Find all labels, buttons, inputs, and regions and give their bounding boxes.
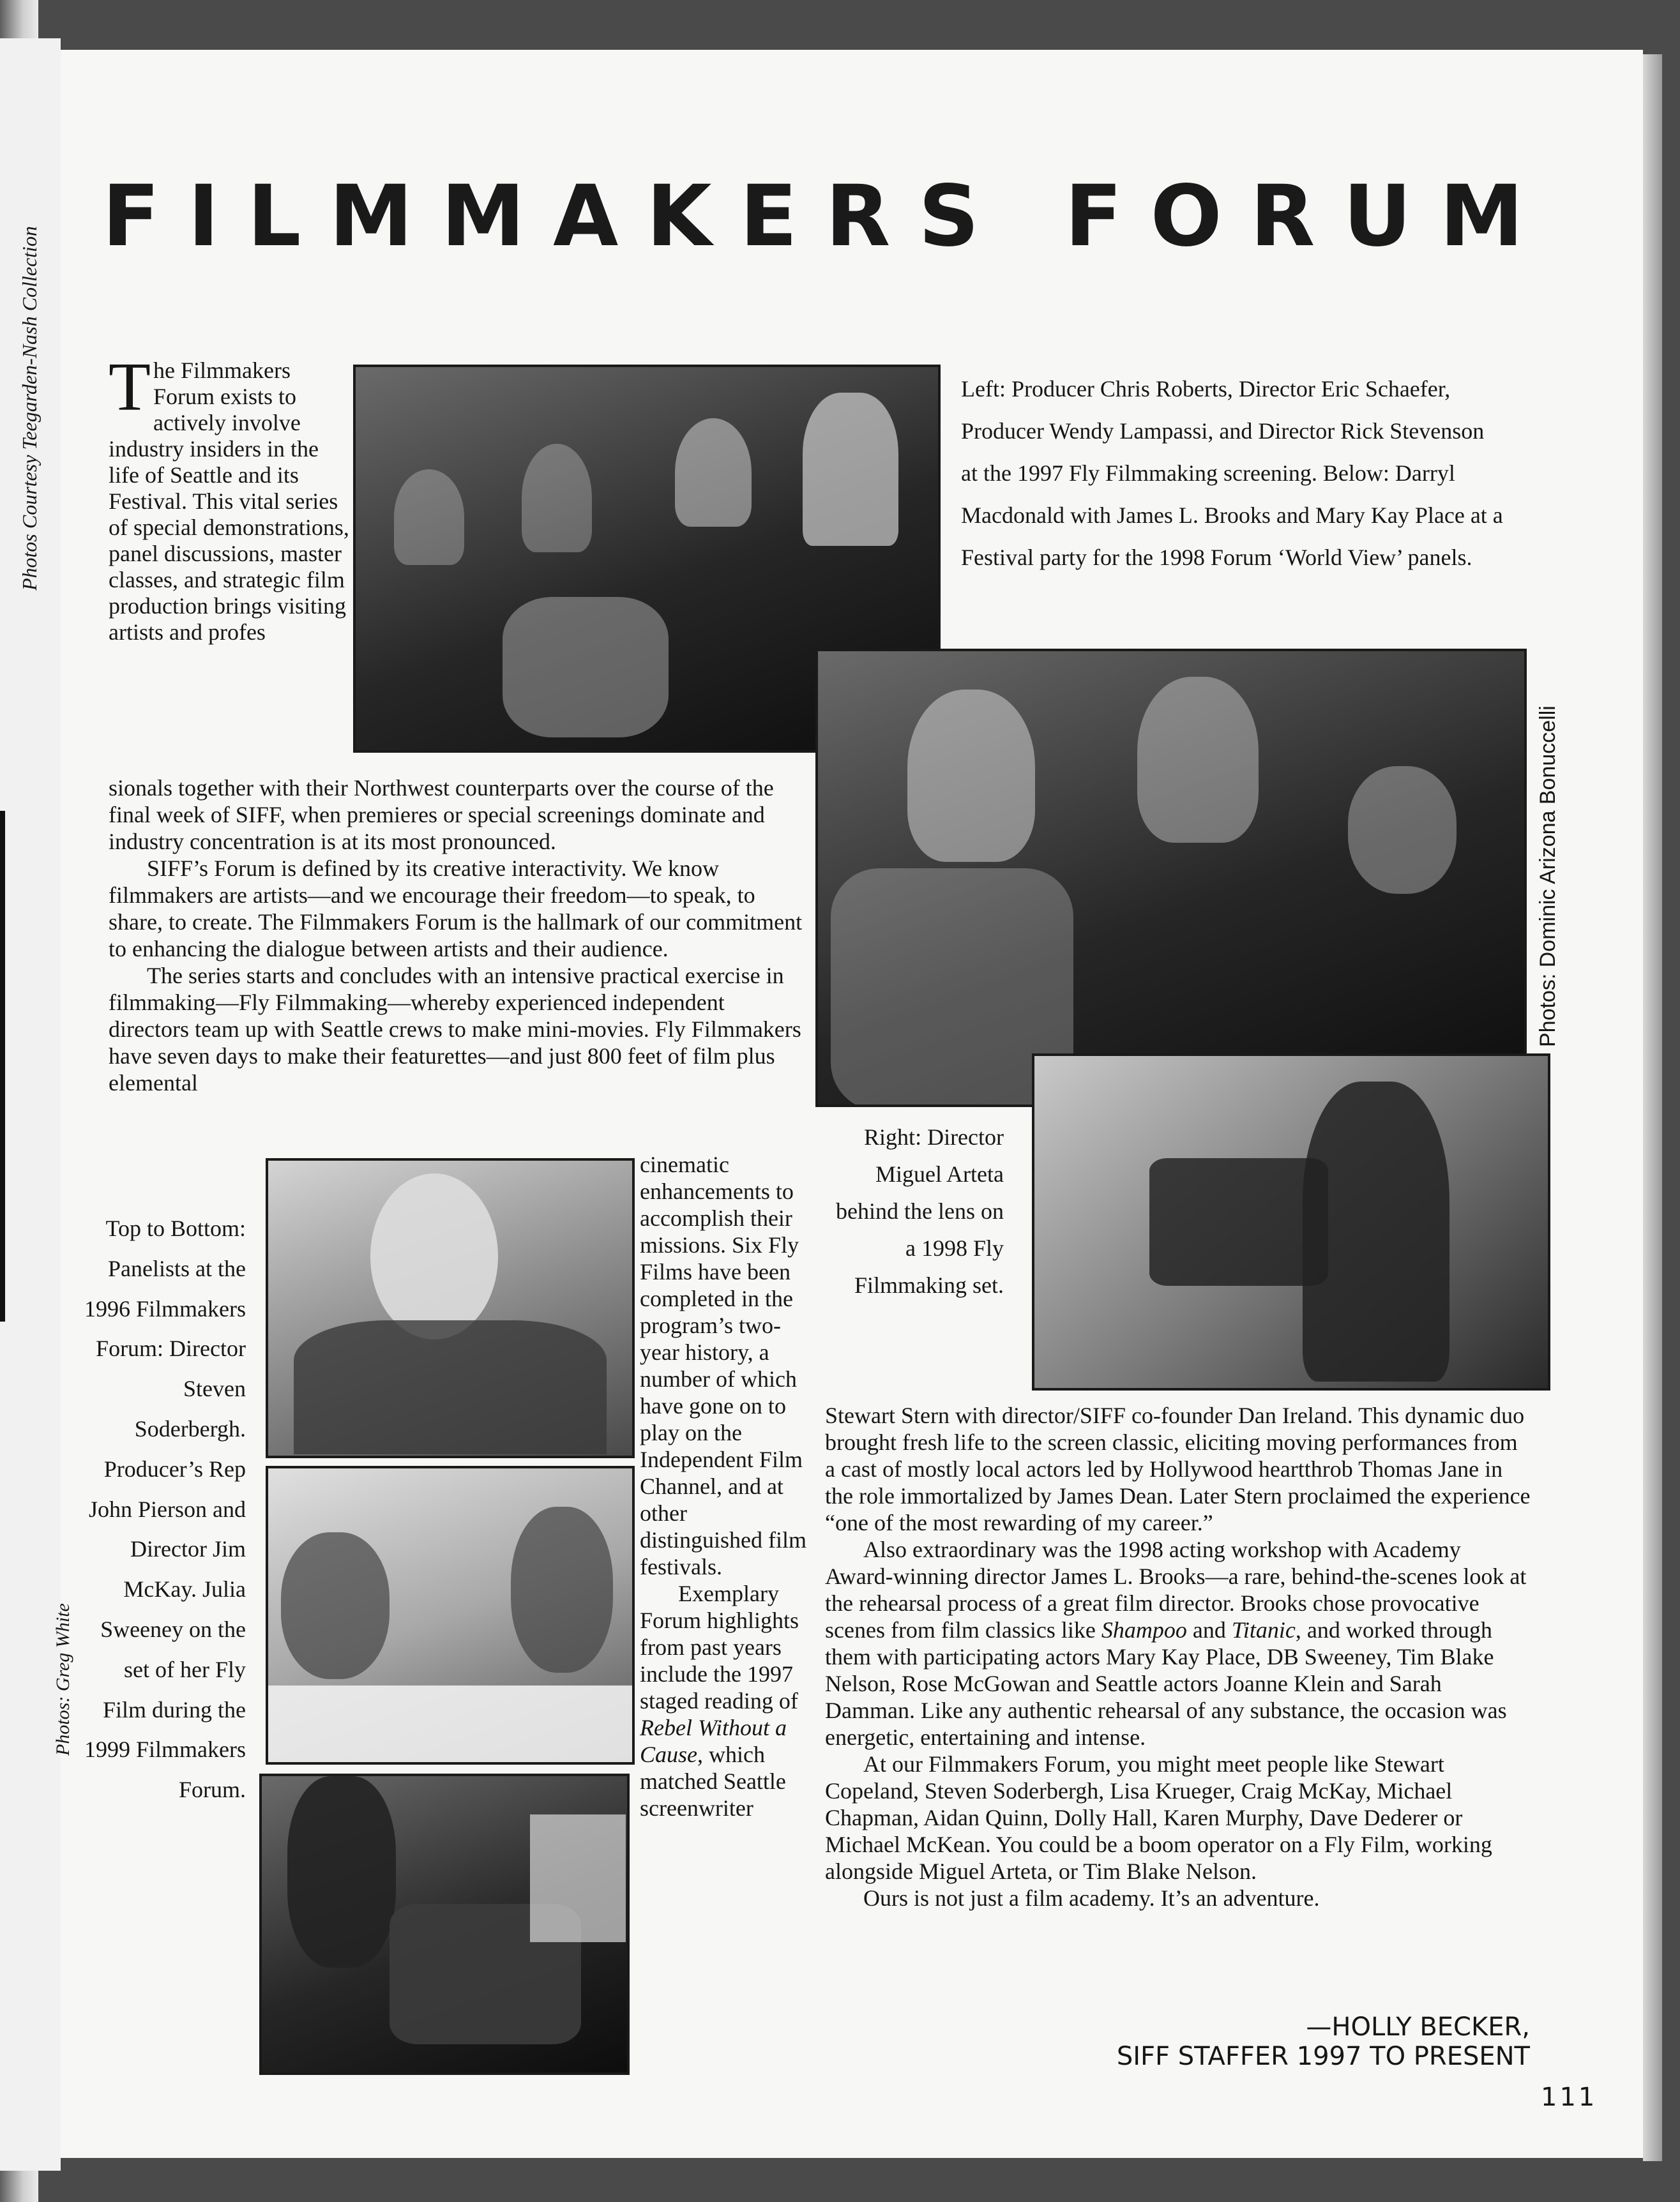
paragraph-interactivity: SIFF’s Forum is defined by its creative interactivity. We know filmmakers are artists—and we encourage their freedom—to speak, to share, to create. The Filmmakers Forum is the hallmark of our commitment to enhancing the dialogue between artists and their audience. <box>109 856 803 961</box>
film-title-titanic: Titanic <box>1231 1617 1296 1643</box>
highlights-text-end: , which matched Seattle screenwriter <box>640 1742 786 1821</box>
figure-silhouette <box>287 1776 396 1968</box>
paragraph-fly-filmmaking: The series starts and concludes with an intensive practical exercise in filmmaking—Fly Filmmaking—whereby experienced independent directors team up with Seattle crews to make mini-movies. Fly Filmmakers have seven days to make their featurettes—and just 800 feet of film plus elemental <box>109 963 801 1096</box>
facing-page-tab <box>0 811 5 1322</box>
figure-silhouette <box>394 469 464 565</box>
spine-photo-credit: Photos Courtesy Teegarden-Nash Collection <box>18 226 41 591</box>
right-photo-credit: Photos: Dominic Arizona Bonuccelli <box>1536 705 1560 1047</box>
paragraph-highlights <box>640 1580 807 1821</box>
intro-text-top: he Filmmakers Forum exists to actively involve industry insiders in the life of Seattle and its Festival. This vital series of special demonstrations, panel discussions, master classes, and strategic film production brings visiting artists and profes <box>109 358 349 645</box>
photo-soderbergh <box>266 1158 635 1458</box>
drop-cap: T <box>109 349 151 425</box>
highlights-text: Exemplary Forum highlights from past years include the 1997 staged reading of <box>640 1581 799 1714</box>
window-light <box>530 1814 626 1942</box>
caption-top-right: Left: Producer Chris Roberts, Director Eric Schaefer, Producer Wendy Lampassi, and Director Rick Stevenson at the 1997 Fly Filmmaking screening. Below: Darryl Macdonald with James L. Brooks and Mary Kay Place at a Festival party for the 1998 Forum ‘World View’ panels. <box>961 376 1503 570</box>
figure-silhouette <box>370 1173 498 1339</box>
caption-left-stack: Top to Bottom: Panelists at the 1996 Filmmakers Forum: Director Steven Soderbergh. Producer’s Rep John Pierson and Director Jim McKay. Julia Sweeney on the set of her Fly Film during the 1999 Filmmakers Forum. <box>84 1216 246 1803</box>
left-photo-credit: Photos: Greg White <box>52 1603 73 1756</box>
figure-silhouette <box>511 1507 613 1673</box>
paragraph-stern: Stewart Stern with director/SIFF co-founder Dan Ireland. This dynamic duo brought fresh life to the screen classic, eliciting moving performances from a cast of mostly local actors led by Hollywood heartthrob Thomas Jane in the role immortalized by James Dean. Later Stern proclaimed the experience “one of the most rewarding of my career.” <box>825 1403 1531 1535</box>
photo-sweeney-set <box>259 1774 630 2075</box>
narrow-column <box>640 1151 807 1821</box>
page-title: FILMMAKERS FORUM <box>102 167 1552 266</box>
brooks-text-and: and <box>1186 1617 1232 1643</box>
figure-silhouette <box>1348 766 1457 894</box>
byline-name: —HOLLY BECKER, <box>1306 2012 1530 2042</box>
photo-party-1998 <box>815 649 1527 1107</box>
brooks-text-end: , and worked through them with participating actors Mary Kay Place, DB Sweeney, Tim Blake Nelson, Rose McGowan and Seattle actors Joanne Klein and Sarah Damman. Like any authentic rehearsal of any substance, the occasion was energetic, entertaining and intense. <box>825 1617 1507 1750</box>
figure-silhouette <box>1137 677 1259 843</box>
paragraph-adventure: Ours is not just a film academy. It’s an adventure. <box>863 1885 1320 1911</box>
figure-silhouette <box>503 597 669 737</box>
film-title-rebel: Rebel Without a Cause <box>640 1715 787 1767</box>
photo-arteta-set <box>1032 1053 1550 1391</box>
right-column <box>825 1402 1531 1912</box>
page-edge-shadow <box>1643 54 1662 2161</box>
paragraph-brooks <box>825 1536 1531 1751</box>
figure-silhouette <box>281 1532 390 1679</box>
brooks-text: Also extraordinary was the 1998 acting workshop with Academy Award-winning director James L. Brooks—a rare, behind-the-scenes look at the rehearsal process of a great film director. Brooks chose provocative scenes from film classics like <box>825 1537 1527 1643</box>
figure-silhouette <box>675 418 752 527</box>
figure-silhouette <box>803 393 898 546</box>
narrow-column-text: cinematic enhancements to accomplish their missions. Six Fly Films have been completed in the program’s two-year history, a number of which have gone on to play on the Independent Film Channel, and at other distinguished film festivals. <box>640 1152 806 1580</box>
film-title-shampoo: Shampoo <box>1101 1617 1187 1643</box>
photo-pierson-mckay <box>266 1466 635 1765</box>
intro-paragraph-start <box>109 349 354 645</box>
camera-shape <box>1149 1158 1328 1286</box>
figure-silhouette <box>1303 1082 1449 1382</box>
figure-silhouette <box>294 1320 607 1454</box>
intro-text-body <box>109 774 805 1096</box>
figure-silhouette <box>522 444 592 552</box>
intro-text-rest: sionals together with their Northwest counterparts over the course of the final week of SIFF, when premieres or special screenings dominate and industry concentration is at its most pronounced. <box>109 775 774 854</box>
figure-silhouette <box>907 690 1035 862</box>
table-edge <box>268 1685 632 1762</box>
caption-arteta: Right: Director Miguel Arteta behind the lens on a 1998 Fly Filmmaking set. <box>836 1124 1004 1298</box>
byline-title: SIFF STAFFER 1997 TO PRESENT <box>1116 2042 1530 2071</box>
page-number: 111 <box>1541 2083 1598 2112</box>
paragraph-meet-people: At our Filmmakers Forum, you might meet people like Stewart Copeland, Steven Soderbergh, Lisa Krueger, Craig McKay, Michael Chapman, Aidan Quinn, Dolly Hall, Karen Murphy, Dave Dederer or Michael McKean. You could be a boom operator on a Fly Film, working alongside Miguel Arteta, or Tim Blake Nelson. <box>825 1751 1492 1884</box>
